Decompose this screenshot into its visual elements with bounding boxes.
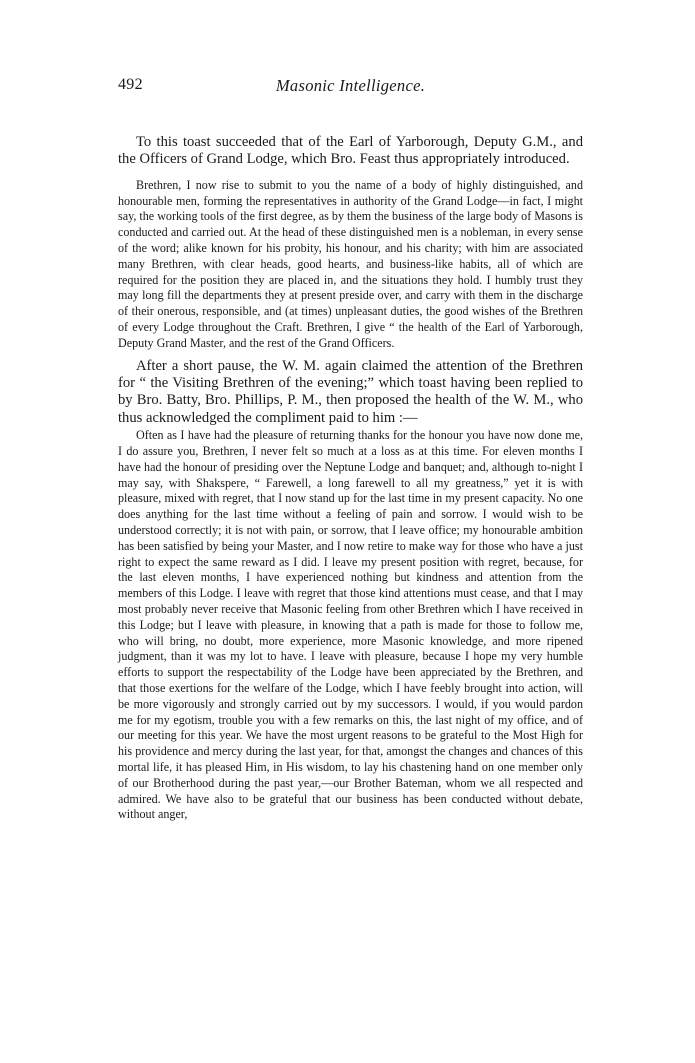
body-text [118, 108, 583, 823]
page-header [118, 76, 583, 98]
paragraph-feast-speech: Brethren, I now rise to submit to you the name of a body of highly distinguished, and honourable men, forming the representatives in authority of the Grand Lodge—in fact, I might say, the working tools of the first degree, as by them the business of the large body of Masons is conducted and carried out. At the head of these distinguished men is a nobleman, in every sense of the word; alike known for his probity, his honour, and his charity; with him are associated many Brethren, with clear heads, good hearts, and business-like habits, all of which are required for the position they are placed in, and the situations they hold. I humbly trust they may long fill the departments they at present preside over, and carry with them in the discharge of their onerous, responsible, and (at times) unpleasant duties, the good wishes of the Brethren of every Lodge throughout the Craft. Brethren, I give “ the health of the Earl of Yarborough, Deputy Grand Master, and the rest of the Grand Officers. [118, 177, 583, 350]
paragraph-wm-speech: Often as I have had the pleasure of returning thanks for the honour you have now done me, I do assure you, Brethren, I never felt so much at a loss as at this time. For eleven months I have had the honour of presiding over the Neptune Lodge and banquet; and, although to-night I may say, with Shakspere, “ Farewell, a long farewell to all my greatness,” yet it is with pleasure, mixed with regret, that I now stand up for the last time in my present capacity. No one does anything for the last time without a feeling of pain and sorrow. I would wish to be understood correctly; it is not with pain, or sorrow, that I leave office; my honourable ambition has been satisfied by being your Master, and I now retire to make way for those who have a just right to expect the same reward as I did. I leave my present position with regret, because, for the last eleven months, I have experienced nothing but kindness and attention from the members of this Lodge. I leave with regret that those kind attentions must cease, and that I may most probably never receive that Masonic feeling from other Brethren which I have received in this Lodge; but I leave with pleasure, in knowing that a path is made for those to follow me, who will bring, no doubt, more experience, more Masonic knowledge, and more ripened judgment, than it was my lot to have. I leave with pleasure, because I hope my very humble efforts to support the respectability of the Lodge have been appreciated by the Brethren, and that those exertions for the welfare of the Lodge, which I have feebly brought into action, will be more vigorously and strongly carried out by my successors. I would, if you would pardon me for my egotism, trouble you with a few remarks on this, the last night of my office, and of our meeting for this year. We have the most urgent reasons to be grateful to the Most High for his providence and mercy during the last year, for that, amongst the changes and chances of this mortal life, it has pleased Him, in His wisdom, to lay his chastening hand on one member only of our Brotherhood during the past year,—our Brother Bateman, whom we all respected and admired. We have also to be grateful that our business has been conducted without debate, without anger, [118, 428, 583, 822]
page-number: 492 [118, 76, 143, 93]
paragraph-toast-intro: To this toast succeeded that of the Earl of Yarborough, Deputy G.M., and the Officers of Grand Lodge, which Bro. Feast thus appropriately introduced. [118, 134, 583, 168]
running-title: Masonic Intelligence. [275, 76, 426, 95]
paragraph-visiting-brethren: After a short pause, the W. M. again claimed the attention of the Brethren for “ the Visiting Brethren of the evening;” which toast having been replied to by Bro. Batty, Bro. Phillips, P. M., then proposed the health of the W. M., who thus acknowledged the compliment paid to him :— [118, 357, 583, 426]
